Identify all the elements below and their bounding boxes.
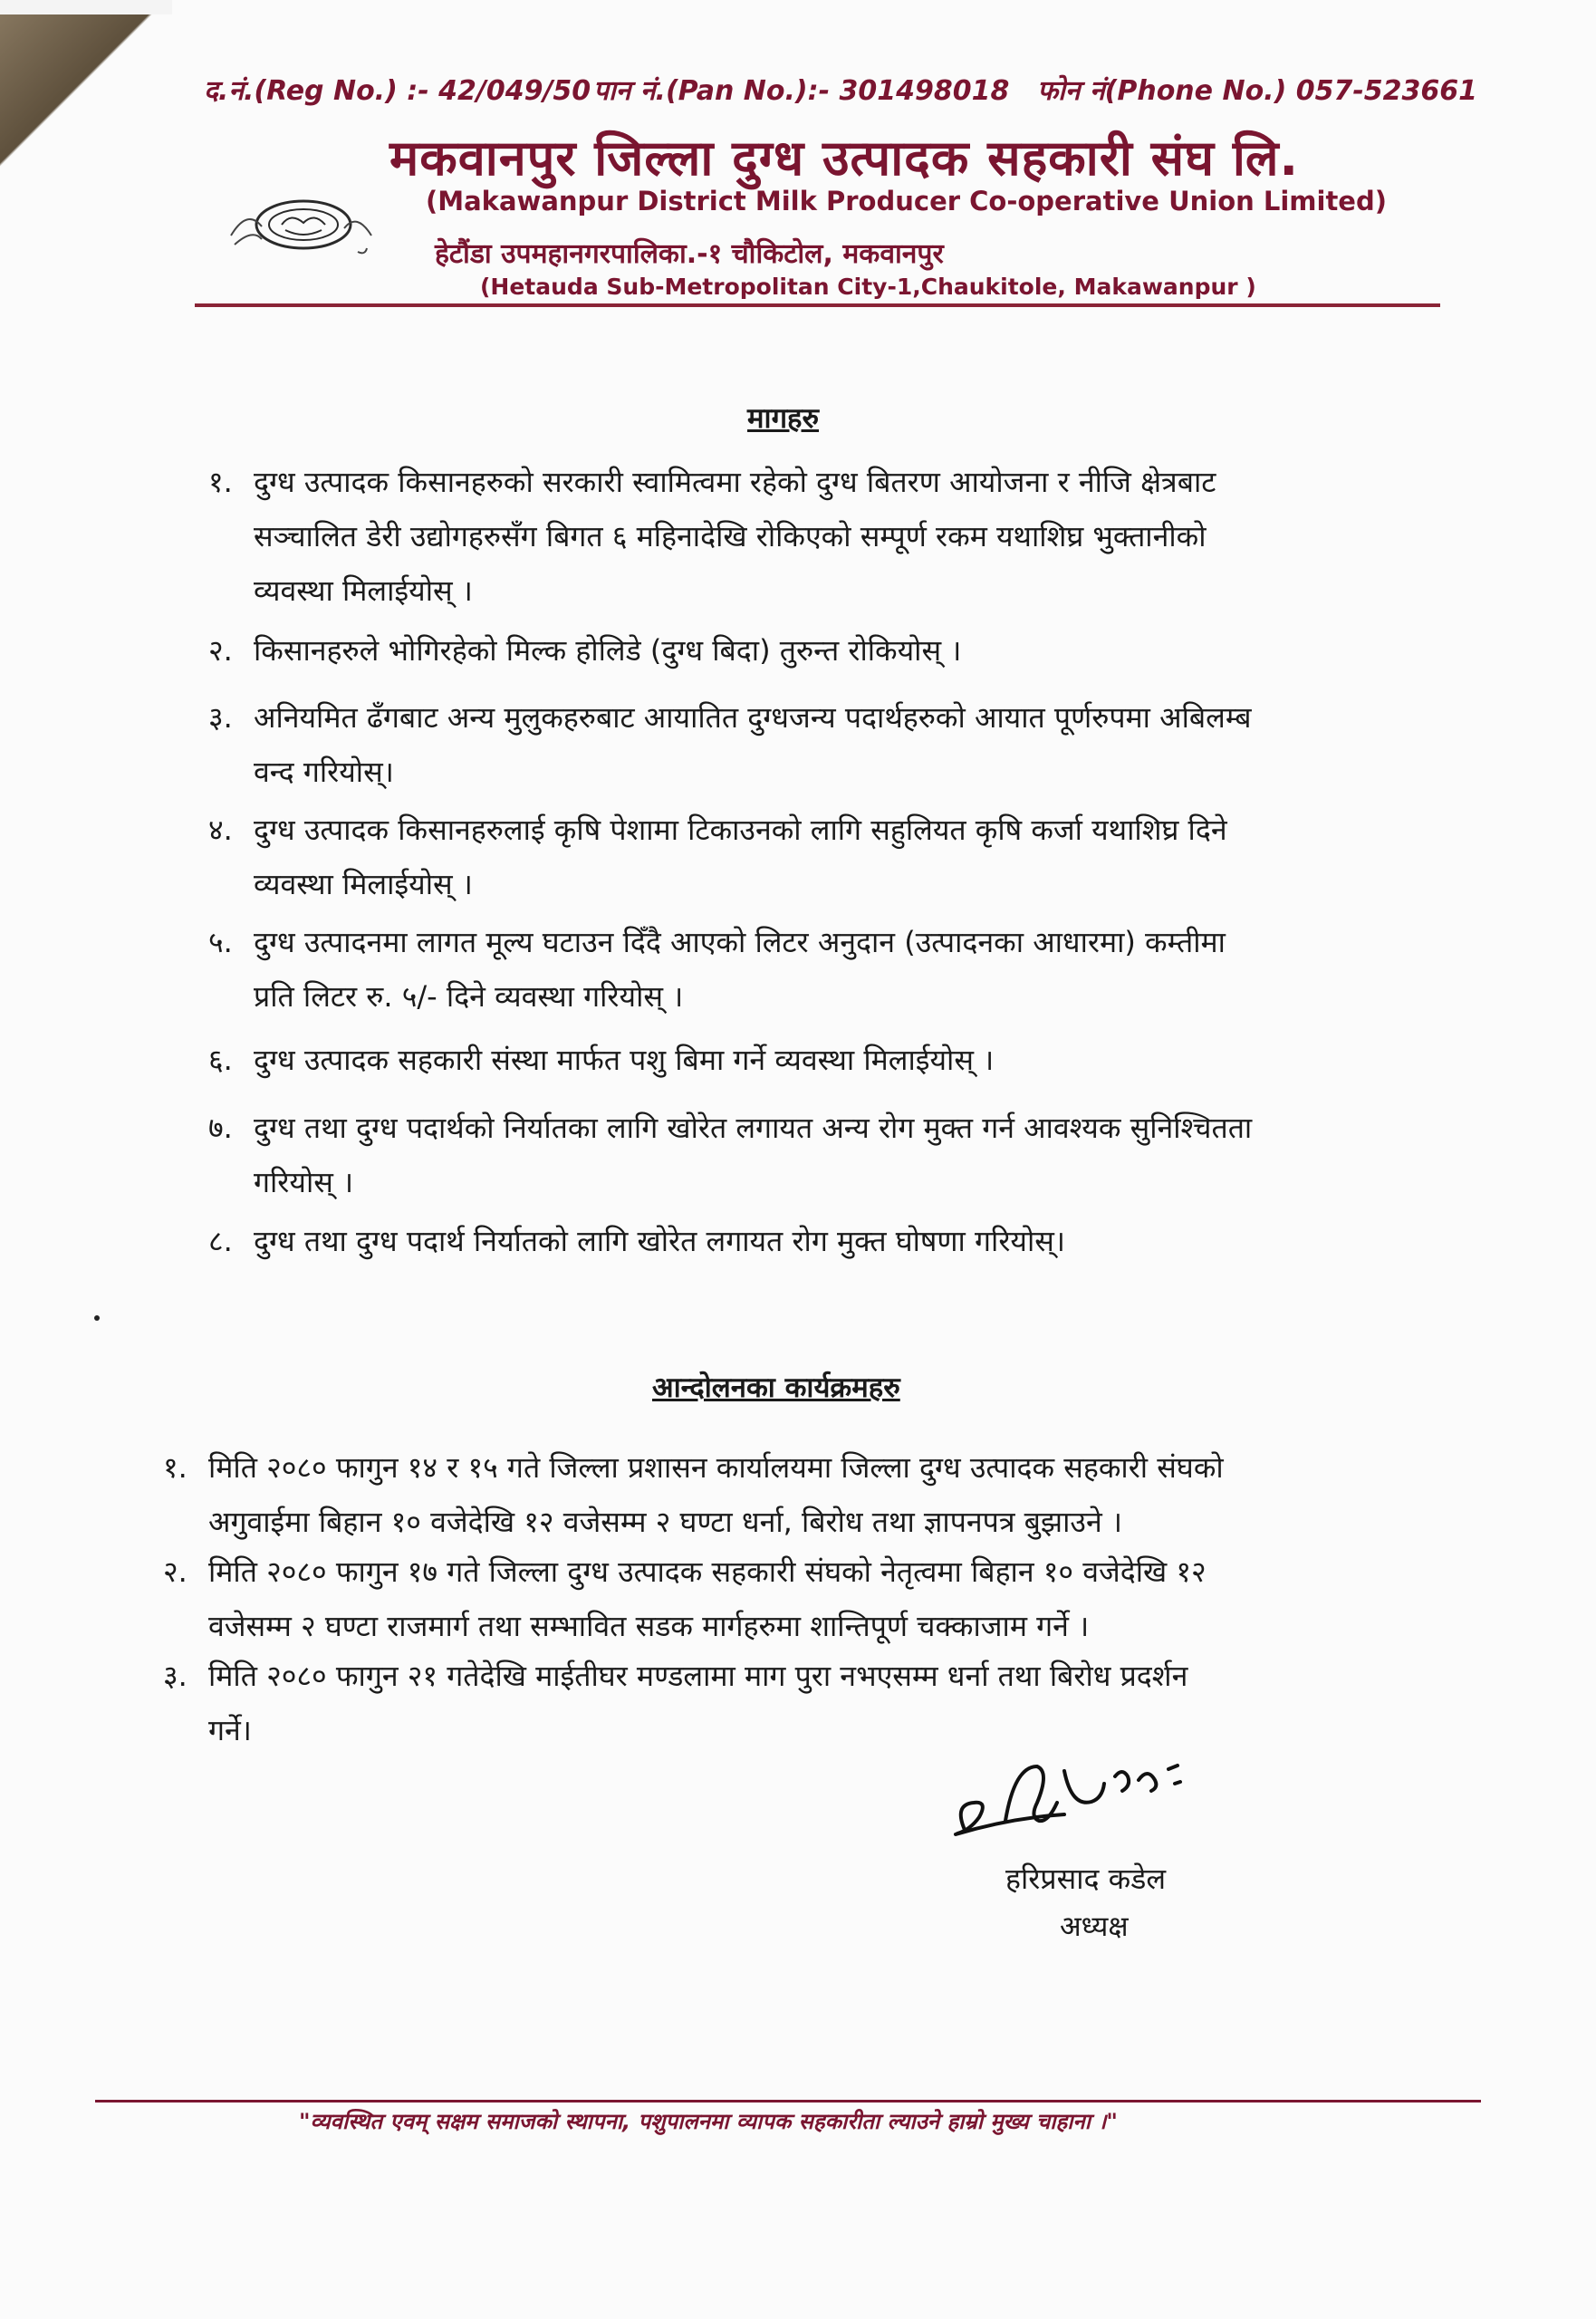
header-divider [195, 303, 1440, 307]
programs-heading: आन्दोलनका कार्यक्रमहरु [652, 1371, 900, 1404]
signatory-name: हरिप्रसाद कडेल [1005, 1862, 1167, 1896]
registration-number: द.नं.(Reg No.) :- 42/049/50 [204, 75, 591, 107]
ink-speck [94, 1315, 100, 1321]
footer-divider [95, 2100, 1481, 2102]
phone-number: फोन नं(Phone No.) 057-523661 [1037, 75, 1478, 107]
page-corner-edge [0, 0, 172, 14]
demands-heading: मागहरु [747, 402, 820, 435]
handwritten-signature-icon [937, 1744, 1236, 1871]
signatory-title: अध्यक्ष [1060, 1910, 1129, 1943]
pan-number: पान नं.(Pan No.):- 301498018 [593, 75, 1010, 107]
letterhead-meta [204, 71, 1478, 116]
page-corner-shadow [0, 0, 154, 208]
footer-motto: "व्यवस्थित एवम् सक्षम समाजको स्थापना, पशुपालनमा व्यापक सहकारीता ल्याउने हाम्रो मुख्य चाहाना ।" [299, 2109, 1118, 2134]
organization-name-nepali: मकवानपुर जिल्ला दुग्ध उत्पादक सहकारी संघ लि. [389, 130, 1299, 187]
address-nepali: हेटौंडा उपमहानगरपालिका.-१ चौकिटोल, मकवानपुर [435, 238, 944, 270]
address-english: (Hetauda Sub-Metropolitan City-1,Chaukitole, Makawanpur ) [480, 274, 1256, 300]
union-logo-icon [222, 192, 380, 260]
organization-name-english: (Makawanpur District Milk Producer Co-operative Union Limited) [426, 186, 1387, 217]
